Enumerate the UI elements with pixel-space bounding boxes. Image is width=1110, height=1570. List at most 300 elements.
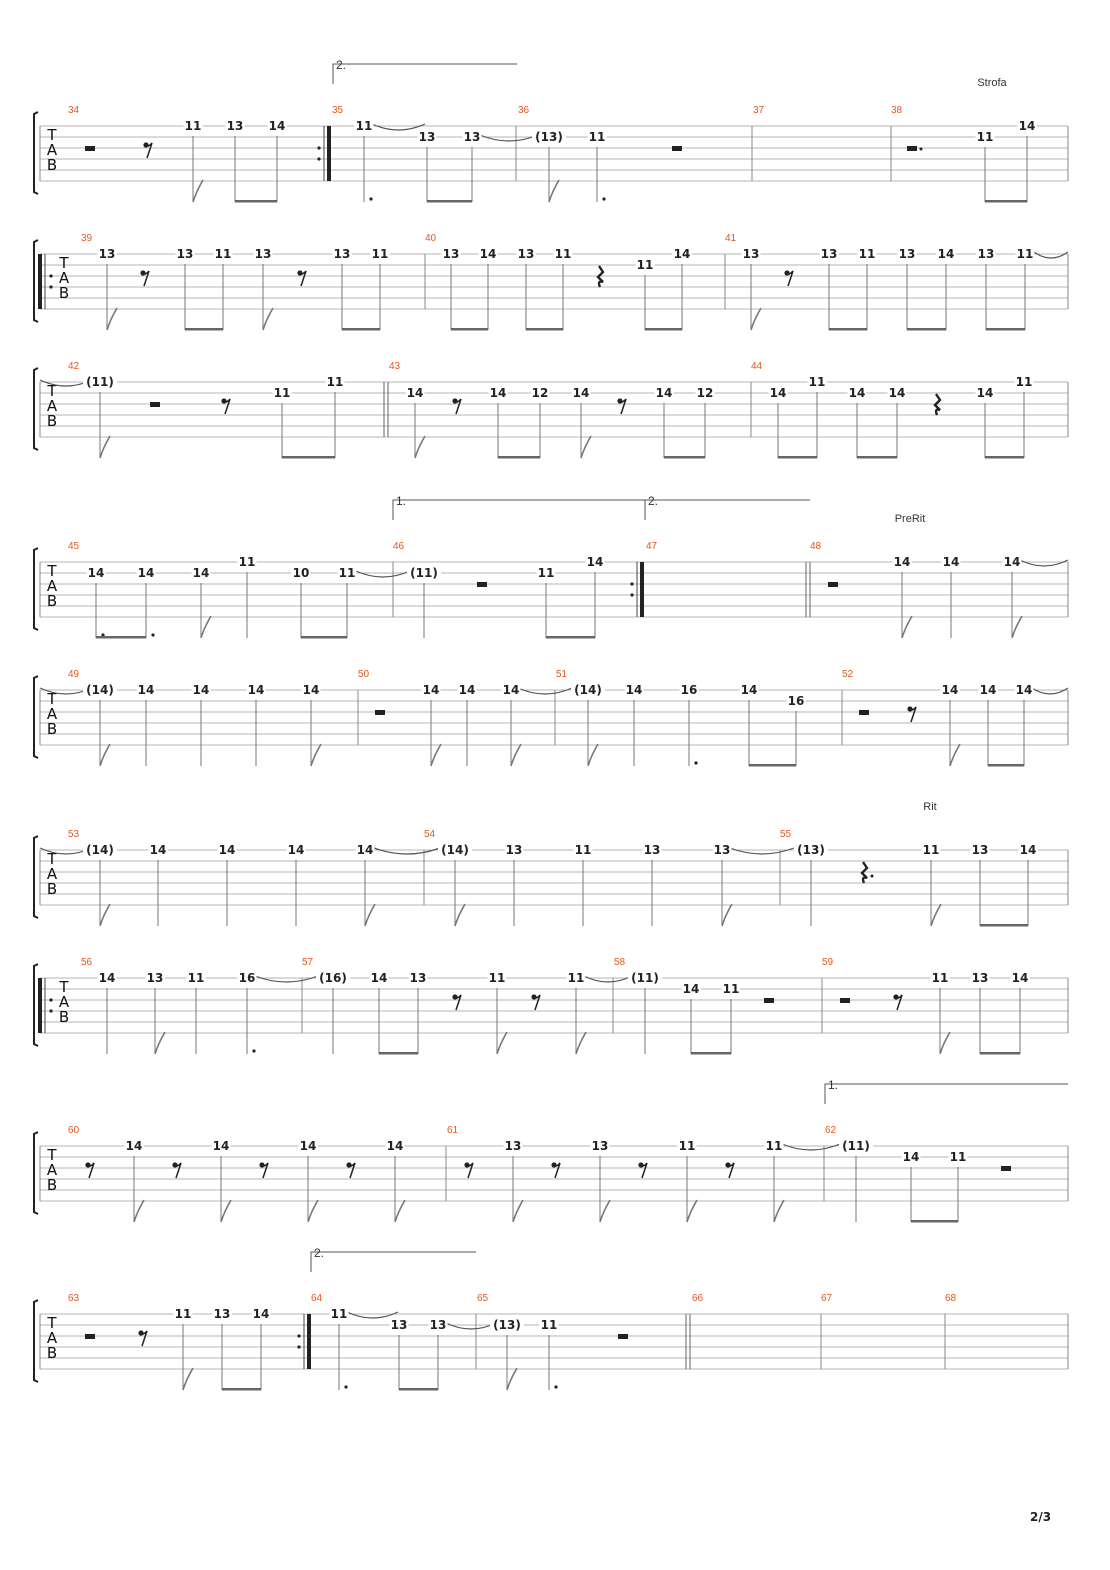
measure-number: 52 bbox=[842, 669, 854, 680]
note-flag bbox=[774, 1200, 784, 1222]
fret-number: 11 bbox=[567, 971, 585, 985]
note-flag bbox=[549, 180, 559, 202]
rest-dot bbox=[871, 875, 874, 878]
fret-number: 14 bbox=[98, 971, 116, 985]
note-flag bbox=[931, 904, 941, 926]
fret-number: 11 bbox=[588, 130, 606, 144]
fret-number: 14 bbox=[218, 843, 236, 857]
tie bbox=[446, 1323, 496, 1329]
fret-number: 14 bbox=[888, 386, 906, 400]
fret-number: 13 bbox=[418, 130, 436, 144]
staff-system bbox=[34, 58, 1068, 203]
half-rest bbox=[150, 402, 160, 407]
fret-number: 11 bbox=[338, 566, 356, 580]
tab-clef-letter: B bbox=[46, 880, 58, 898]
note-flag bbox=[455, 904, 465, 926]
fret-number: 11 bbox=[371, 247, 389, 261]
system-bracket bbox=[34, 1300, 38, 1382]
note-flag bbox=[431, 744, 441, 766]
fret-number: 14 bbox=[192, 566, 210, 580]
note-beam bbox=[451, 328, 488, 331]
tab-clef-letter: T bbox=[59, 978, 69, 996]
half-rest bbox=[840, 998, 850, 1003]
staff-system bbox=[34, 669, 1068, 767]
measure-number: 59 bbox=[822, 957, 834, 968]
fret-number: 11 bbox=[187, 971, 205, 985]
note-flag bbox=[100, 436, 110, 458]
measure-number: 35 bbox=[332, 105, 344, 116]
measure-number: 65 bbox=[477, 1293, 489, 1304]
start-repeat-thick bbox=[38, 978, 42, 1033]
half-rest bbox=[477, 582, 487, 587]
repeat-dot bbox=[49, 1009, 52, 1012]
tab-clef-letter: T bbox=[47, 562, 57, 580]
fret-number: 14 bbox=[682, 982, 700, 996]
fret-number: 13 bbox=[429, 1318, 447, 1332]
end-repeat-thick bbox=[640, 562, 644, 617]
fret-number: 14 bbox=[502, 683, 520, 697]
note-flag bbox=[263, 308, 273, 330]
note-beam bbox=[749, 764, 796, 767]
note-flag bbox=[507, 1368, 517, 1390]
fret-number: 13 bbox=[504, 1139, 522, 1153]
measure-number: 63 bbox=[68, 1293, 80, 1304]
fret-number: 12 bbox=[531, 386, 549, 400]
measure-number: 61 bbox=[447, 1125, 459, 1136]
tab-clef-letter: B bbox=[46, 1344, 58, 1362]
note-flag bbox=[513, 1200, 523, 1222]
note-beam bbox=[778, 456, 817, 459]
fret-number: (14) bbox=[86, 683, 114, 697]
note-flag bbox=[221, 1200, 231, 1222]
tab-clef-letter: B bbox=[46, 592, 58, 610]
fret-number: 14 bbox=[489, 386, 507, 400]
fret-number: 14 bbox=[937, 247, 955, 261]
tab-clef-letter: B bbox=[46, 156, 58, 174]
volta-bracket bbox=[311, 1252, 476, 1272]
note-beam bbox=[988, 764, 1024, 767]
fret-number: 14 bbox=[137, 683, 155, 697]
note-flag bbox=[902, 616, 912, 638]
fret-number: 11 bbox=[949, 1150, 967, 1164]
tab-clef-letter: A bbox=[46, 577, 58, 595]
note-flag bbox=[497, 1032, 507, 1054]
fret-number: 14 bbox=[976, 386, 994, 400]
fret-number: 14 bbox=[1019, 843, 1037, 857]
fret-number: 13 bbox=[176, 247, 194, 261]
fret-number: 14 bbox=[302, 683, 320, 697]
fret-number: 11 bbox=[184, 119, 202, 133]
fret-number: 14 bbox=[902, 1150, 920, 1164]
fret-number: 13 bbox=[898, 247, 916, 261]
volta-label: 1. bbox=[396, 494, 407, 508]
volta-bracket bbox=[393, 500, 645, 520]
fret-number: 13 bbox=[442, 247, 460, 261]
fret-number: 14 bbox=[1018, 119, 1036, 133]
note-beam bbox=[235, 200, 277, 203]
fret-number: 13 bbox=[409, 971, 427, 985]
fret-number: (11) bbox=[86, 375, 114, 389]
volta-bracket bbox=[825, 1084, 1068, 1104]
tie bbox=[1020, 560, 1068, 566]
measure-number: 49 bbox=[68, 669, 80, 680]
staff-system bbox=[34, 801, 1068, 927]
note-flag bbox=[107, 308, 117, 330]
fret-number: 16 bbox=[238, 971, 256, 985]
fret-number: 14 bbox=[479, 247, 497, 261]
tab-clef-letter: A bbox=[58, 269, 70, 287]
fret-number: 11 bbox=[976, 130, 994, 144]
half-rest bbox=[375, 710, 385, 715]
fret-number: (14) bbox=[574, 683, 602, 697]
measure-number: 51 bbox=[556, 669, 568, 680]
note-flag bbox=[950, 744, 960, 766]
tie bbox=[255, 976, 318, 982]
note-flag bbox=[415, 436, 425, 458]
tab-clef-letter: T bbox=[59, 254, 69, 272]
note-flag bbox=[751, 308, 761, 330]
fret-number: 14 bbox=[247, 683, 265, 697]
fret-number: 14 bbox=[212, 1139, 230, 1153]
fret-number: 14 bbox=[941, 683, 959, 697]
fret-number: 13 bbox=[742, 247, 760, 261]
fret-number: 16 bbox=[787, 694, 805, 708]
rhythm-dot bbox=[252, 1049, 255, 1052]
note-beam bbox=[96, 636, 146, 639]
fret-number: 14 bbox=[252, 1307, 270, 1321]
measure-number: 50 bbox=[358, 669, 370, 680]
section-marker: PreRit bbox=[894, 513, 926, 525]
fret-number: (14) bbox=[86, 843, 114, 857]
tab-clef-letter: A bbox=[46, 141, 58, 159]
fret-number: 13 bbox=[591, 1139, 609, 1153]
note-beam bbox=[980, 924, 1028, 927]
fret-number: 13 bbox=[98, 247, 116, 261]
note-beam bbox=[185, 328, 223, 331]
note-beam bbox=[301, 636, 347, 639]
measure-number: 54 bbox=[424, 829, 436, 840]
fret-number: 14 bbox=[386, 1139, 404, 1153]
rhythm-dot bbox=[344, 1385, 347, 1388]
measure-number: 46 bbox=[393, 541, 405, 552]
fret-number: 16 bbox=[680, 683, 698, 697]
note-beam bbox=[498, 456, 540, 459]
rhythm-dot bbox=[151, 633, 154, 636]
measure-number: 41 bbox=[725, 233, 737, 244]
system-bracket bbox=[34, 112, 38, 194]
note-beam bbox=[907, 328, 946, 331]
note-beam bbox=[222, 1388, 261, 1391]
note-beam bbox=[526, 328, 563, 331]
half-rest bbox=[828, 582, 838, 587]
tie bbox=[480, 135, 538, 141]
measure-number: 39 bbox=[81, 233, 93, 244]
system-bracket bbox=[34, 836, 38, 918]
half-rest bbox=[859, 710, 869, 715]
section-marker: Strofa bbox=[977, 77, 1007, 89]
measure-number: 38 bbox=[891, 105, 903, 116]
measure-number: 57 bbox=[302, 957, 314, 968]
fret-number: 11 bbox=[1015, 375, 1033, 389]
measure-number: 42 bbox=[68, 361, 80, 372]
measure-number: 58 bbox=[614, 957, 626, 968]
tab-clef-letter: T bbox=[47, 1314, 57, 1332]
volta-bracket bbox=[645, 500, 810, 520]
system-bracket bbox=[34, 548, 38, 630]
note-beam bbox=[379, 1052, 418, 1055]
note-flag bbox=[100, 744, 110, 766]
fret-number: 11 bbox=[574, 843, 592, 857]
fret-number: 11 bbox=[765, 1139, 783, 1153]
fret-number: 11 bbox=[636, 258, 654, 272]
fret-number: 14 bbox=[299, 1139, 317, 1153]
rest-dot bbox=[920, 148, 923, 151]
note-beam bbox=[985, 200, 1027, 203]
fret-number: 14 bbox=[740, 683, 758, 697]
staff-system bbox=[34, 494, 1068, 639]
fret-number: 13 bbox=[463, 130, 481, 144]
staff-system bbox=[34, 1078, 1068, 1223]
repeat-dot bbox=[297, 1345, 300, 1348]
note-beam bbox=[546, 636, 595, 639]
repeat-dot bbox=[49, 274, 52, 277]
tie bbox=[1032, 688, 1068, 694]
fret-number: 11 bbox=[238, 555, 256, 569]
fret-number: 13 bbox=[213, 1307, 231, 1321]
measure-number: 40 bbox=[425, 233, 437, 244]
note-beam bbox=[645, 328, 682, 331]
measure-number: 68 bbox=[945, 1293, 957, 1304]
fret-number: 14 bbox=[979, 683, 997, 697]
note-flag bbox=[576, 1032, 586, 1054]
tab-clef-letter: T bbox=[47, 382, 57, 400]
fret-number: 11 bbox=[554, 247, 572, 261]
tie bbox=[584, 976, 632, 982]
fret-number: 14 bbox=[625, 683, 643, 697]
repeat-dot bbox=[630, 593, 633, 596]
fret-number: 11 bbox=[273, 386, 291, 400]
note-beam bbox=[985, 456, 1024, 459]
fret-number: 11 bbox=[355, 119, 373, 133]
measure-number: 66 bbox=[692, 1293, 704, 1304]
fret-number: 14 bbox=[287, 843, 305, 857]
fret-number: 13 bbox=[333, 247, 351, 261]
fret-number: 14 bbox=[769, 386, 787, 400]
measure-number: 45 bbox=[68, 541, 80, 552]
fret-number: (13) bbox=[493, 1318, 521, 1332]
fret-number: 14 bbox=[655, 386, 673, 400]
note-flag bbox=[511, 744, 521, 766]
staff-system bbox=[34, 361, 1068, 459]
fret-number: 13 bbox=[977, 247, 995, 261]
start-repeat-thick bbox=[38, 254, 42, 309]
measure-number: 64 bbox=[311, 1293, 323, 1304]
fret-number: 14 bbox=[1011, 971, 1029, 985]
tab-clef-letter: A bbox=[58, 993, 70, 1011]
fret-number: 11 bbox=[488, 971, 506, 985]
repeat-dot bbox=[317, 157, 320, 160]
fret-number: (13) bbox=[535, 130, 563, 144]
note-flag bbox=[940, 1032, 950, 1054]
note-flag bbox=[581, 436, 591, 458]
volta-label: 2. bbox=[336, 58, 347, 72]
fret-number: 14 bbox=[586, 555, 604, 569]
tab-clef-letter: B bbox=[46, 1176, 58, 1194]
fret-number: 10 bbox=[292, 566, 310, 580]
half-rest bbox=[85, 146, 95, 151]
staff-system bbox=[34, 957, 1068, 1055]
tie bbox=[374, 848, 440, 854]
volta-label: 2. bbox=[648, 494, 659, 508]
fret-number: 14 bbox=[406, 386, 424, 400]
staff-system bbox=[34, 1246, 1068, 1391]
note-beam bbox=[911, 1220, 958, 1223]
fret-number: 11 bbox=[722, 982, 740, 996]
rhythm-dot bbox=[694, 761, 697, 764]
measure-number: 44 bbox=[751, 361, 763, 372]
repeat-dot bbox=[297, 1334, 300, 1337]
measure-number: 56 bbox=[81, 957, 93, 968]
fret-number: 14 bbox=[673, 247, 691, 261]
volta-bracket bbox=[333, 64, 517, 84]
tab-clef-letter: A bbox=[46, 865, 58, 883]
note-flag bbox=[155, 1032, 165, 1054]
volta-label: 1. bbox=[828, 1078, 839, 1092]
fret-number: 14 bbox=[137, 566, 155, 580]
fret-number: 14 bbox=[422, 683, 440, 697]
fret-number: 14 bbox=[942, 555, 960, 569]
rhythm-dot bbox=[554, 1385, 557, 1388]
note-beam bbox=[829, 328, 867, 331]
rhythm-dot bbox=[602, 197, 605, 200]
measure-number: 62 bbox=[825, 1125, 837, 1136]
half-rest bbox=[907, 146, 917, 151]
measure-number: 37 bbox=[753, 105, 765, 116]
fret-number: 11 bbox=[326, 375, 344, 389]
fret-number: (11) bbox=[410, 566, 438, 580]
tab-clef-letter: B bbox=[46, 412, 58, 430]
note-flag bbox=[311, 744, 321, 766]
repeat-dot bbox=[49, 285, 52, 288]
fret-number: 14 bbox=[1003, 555, 1021, 569]
fret-number: (11) bbox=[631, 971, 659, 985]
measure-number: 43 bbox=[389, 361, 401, 372]
note-beam bbox=[691, 1052, 731, 1055]
note-beam bbox=[986, 328, 1025, 331]
repeat-dot bbox=[317, 146, 320, 149]
fret-number: 11 bbox=[922, 843, 940, 857]
note-flag bbox=[395, 1200, 405, 1222]
fret-number: 11 bbox=[858, 247, 876, 261]
measure-number: 55 bbox=[780, 829, 792, 840]
tab-clef-letter: B bbox=[46, 720, 58, 738]
note-beam bbox=[857, 456, 897, 459]
note-flag bbox=[722, 904, 732, 926]
fret-number: (14) bbox=[441, 843, 469, 857]
tie bbox=[356, 571, 410, 577]
note-beam bbox=[427, 200, 472, 203]
fret-number: 14 bbox=[370, 971, 388, 985]
half-rest bbox=[764, 998, 774, 1003]
note-flag bbox=[134, 1200, 144, 1222]
section-marker: Rit bbox=[923, 801, 937, 813]
tab-clef-letter: A bbox=[46, 1329, 58, 1347]
fret-number: (11) bbox=[842, 1139, 870, 1153]
fret-number: (13) bbox=[797, 843, 825, 857]
fret-number: 14 bbox=[149, 843, 167, 857]
measure-number: 47 bbox=[646, 541, 658, 552]
fret-number: 11 bbox=[1016, 247, 1034, 261]
note-flag bbox=[687, 1200, 697, 1222]
note-beam bbox=[342, 328, 380, 331]
tie bbox=[372, 124, 425, 130]
fret-number: 11 bbox=[330, 1307, 348, 1321]
rhythm-dot bbox=[369, 197, 372, 200]
repeat-dot bbox=[49, 998, 52, 1001]
measure-number: 34 bbox=[68, 105, 80, 116]
note-beam bbox=[664, 456, 705, 459]
tie bbox=[518, 688, 572, 694]
measure-number: 36 bbox=[518, 105, 530, 116]
note-flag bbox=[183, 1368, 193, 1390]
end-repeat-thick bbox=[327, 126, 331, 181]
half-rest bbox=[618, 1334, 628, 1339]
note-beam bbox=[399, 1388, 438, 1391]
fret-number: 11 bbox=[214, 247, 232, 261]
note-flag bbox=[308, 1200, 318, 1222]
system-bracket bbox=[34, 240, 38, 322]
system-bracket bbox=[34, 368, 38, 450]
fret-number: 14 bbox=[1015, 683, 1033, 697]
fret-number: 13 bbox=[517, 247, 535, 261]
fret-number: 13 bbox=[643, 843, 661, 857]
tie bbox=[1034, 252, 1068, 258]
fret-number: 11 bbox=[174, 1307, 192, 1321]
repeat-dot bbox=[630, 582, 633, 585]
note-flag bbox=[600, 1200, 610, 1222]
fret-number: 14 bbox=[125, 1139, 143, 1153]
system-bracket bbox=[34, 964, 38, 1046]
measure-number: 60 bbox=[68, 1125, 80, 1136]
fret-number: 14 bbox=[572, 386, 590, 400]
fret-number: 14 bbox=[268, 119, 286, 133]
measure-number: 67 bbox=[821, 1293, 833, 1304]
half-rest bbox=[1001, 1166, 1011, 1171]
fret-number: 14 bbox=[356, 843, 374, 857]
fret-number: 13 bbox=[713, 843, 731, 857]
note-flag bbox=[588, 744, 598, 766]
fret-number: 13 bbox=[505, 843, 523, 857]
note-beam bbox=[282, 456, 335, 459]
fret-number: (16) bbox=[319, 971, 347, 985]
fret-number: 12 bbox=[696, 386, 714, 400]
fret-number: 11 bbox=[931, 971, 949, 985]
note-beam bbox=[980, 1052, 1020, 1055]
fret-number: 13 bbox=[971, 971, 989, 985]
page-number: 2/3 bbox=[1030, 1510, 1052, 1524]
fret-number: 11 bbox=[537, 566, 555, 580]
note-flag bbox=[193, 180, 203, 202]
fret-number: 14 bbox=[893, 555, 911, 569]
tie bbox=[730, 848, 794, 854]
tab-clef-letter: T bbox=[47, 1146, 57, 1164]
tab-clef-letter: T bbox=[47, 126, 57, 144]
fret-number: 14 bbox=[458, 683, 476, 697]
fret-number: 11 bbox=[678, 1139, 696, 1153]
tab-clef-letter: B bbox=[58, 1008, 70, 1026]
fret-number: 14 bbox=[848, 386, 866, 400]
tie bbox=[782, 1144, 840, 1150]
